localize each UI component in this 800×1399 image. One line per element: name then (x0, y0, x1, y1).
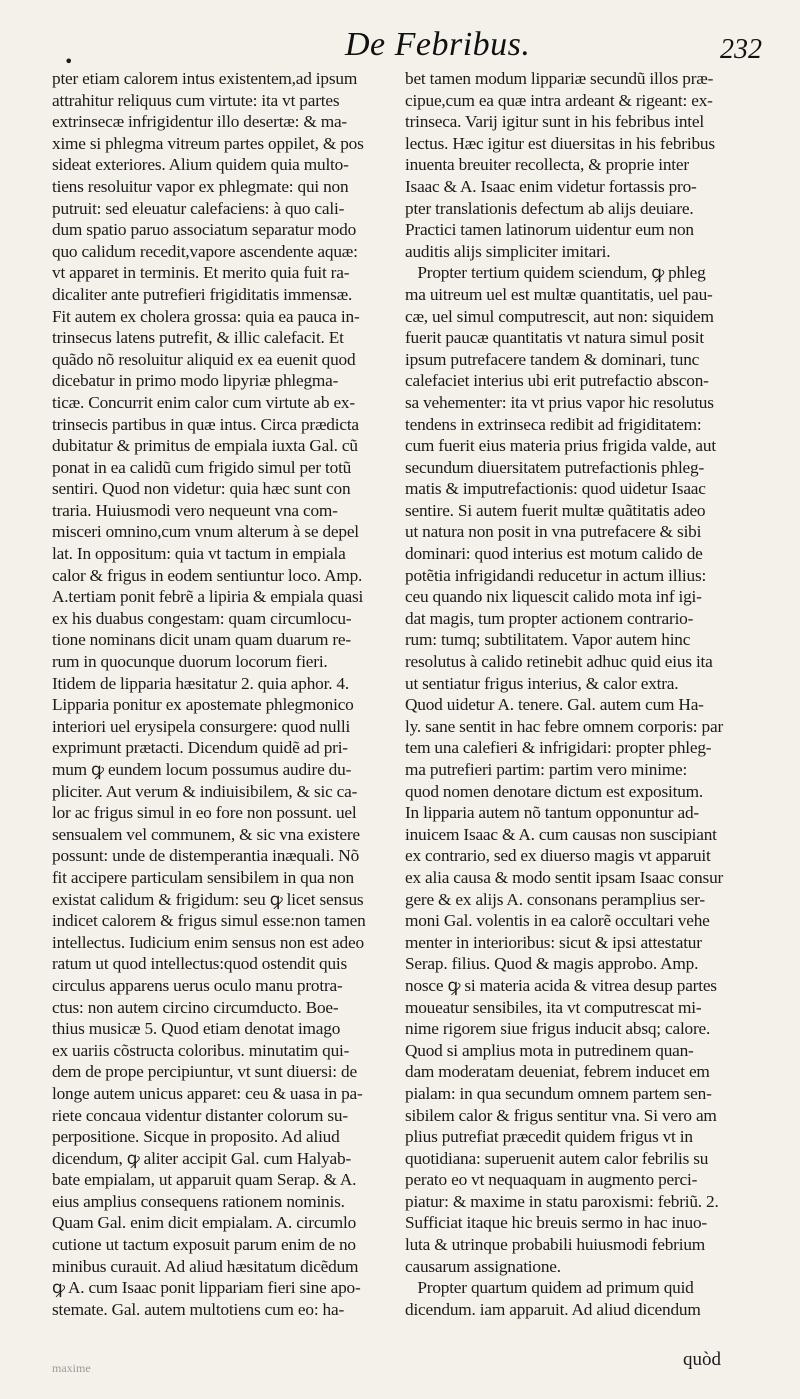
text-line: Quam Gal. enim dicit empialam. A. circumlo (52, 1213, 357, 1233)
text-line: tiens resoluitur vapor ex phlegmate: qui non (52, 176, 349, 196)
text-line: sentire. Si autem fuerit multæ quãtitatis adeo (405, 500, 706, 520)
text-line: ex uariis cõstructa coloribus. minutatim qui- (52, 1040, 350, 1060)
text-line: fit accipere particulam sensibilem in qua non (52, 867, 354, 887)
text-line: pliciter. Aut verum & indiuisibilem, & sic ca- (52, 781, 358, 801)
text-line: lor ac frigus simul in eo fore non possunt. uel (52, 803, 357, 823)
text-line: minibus curauit. Ad aliud hæsitatum dicẽdum (52, 1256, 359, 1276)
text-line: intellectus. Iudicium enim sensus non est adeo (52, 932, 364, 952)
text-line: dicebatur in primo modo lipyriæ phlegma- (52, 371, 339, 391)
text-line: trinsecis partibus in quæ intus. Circa prædicta (52, 414, 359, 434)
text-line: interiori uel erysipela consurgere: quod nulli (52, 716, 351, 736)
text-line: bet tamen modum lippariæ secundũ illos præ- (405, 69, 714, 88)
text-line: attrahitur reliquus cum virtute: ita vt partes (52, 90, 340, 110)
text-line: sideat exteriores. Alium quidem quia multo- (52, 155, 349, 175)
text-line: Itidem de lipparia hæsitatur 2. quia aphor. 4. (52, 673, 349, 693)
text-line: sibilem calor & frigus sentitur vna. Si vero am (405, 1105, 717, 1125)
text-line: potẽtia infrigidandi reducetur in actum illius: (405, 565, 707, 585)
text-line: inuenta breuiter recollecta, & proprie inter (405, 155, 689, 175)
text-line: moueatur sensibiles, ita vt computrescat mi- (405, 997, 702, 1017)
text-line: ceu quando nix liquescit calido mota inf igi- (405, 587, 702, 607)
text-line: nosce ꝙ si materia acida & vitrea desup partes (405, 975, 717, 995)
text-line: calefaciet interius ubi erit putrefactio abscon- (405, 371, 709, 391)
left-text-column (52, 68, 397, 1320)
text-line: quãdo nõ resoluitur aliquid ex ea euenit quod (52, 349, 356, 369)
text-line: Quod si amplius mota in putredinem quan- (405, 1040, 694, 1060)
running-title: De Febribus. (345, 26, 531, 63)
text-line: ratum ut quod intellectus:quod ostendit quis (52, 954, 348, 974)
text-line: stemate. Gal. autem multotiens cum eo: ha- (52, 1299, 345, 1319)
text-line: circulus apparens uerus oculo manu protra- (52, 975, 343, 995)
ink-dot: • (64, 52, 74, 71)
text-line: ma uitreum uel est multæ quantitatis, uel pau- (405, 284, 713, 304)
right-text-column (405, 68, 790, 1320)
text-line: extrinsecæ infrigidentur illo desertæ: & ma- (52, 112, 347, 132)
text-line: sa vehementer: ita vt prius vapor hic resolutus (405, 392, 714, 412)
text-line: quotidiana: superuenit autem calor febrilis su (405, 1148, 709, 1168)
text-line: ma putrefieri partim: partim vero minime: (405, 760, 688, 779)
text-line: lectus. Hæc igitur est diuersitas in his febribus (405, 133, 715, 153)
text-line: bate empialam, ut apparuit quam Serap. & A. (52, 1170, 357, 1190)
text-line: ex his duabus congestam: quam circumlocu- (52, 608, 352, 628)
text-line: tione nominans dicit unam quam duarum re- (52, 630, 351, 650)
text-line: ticæ. Concurrit enim calor cum virtute ab ex- (52, 392, 355, 412)
page-header (0, 14, 800, 65)
text-line: putruit: sed eleuatur calefaciens: à quo cali- (52, 198, 345, 218)
text-line: calor & frigus in eodem sentiuntur loco. Amp. (52, 565, 363, 585)
text-line: quo calidum recedit,vapore ascendente aquæ: (52, 241, 358, 261)
text-line: ut natura non posit in vna putrefacere & sibi (405, 522, 702, 542)
text-line: vt apparet in terminis. Et merito quia fuit ra- (52, 263, 350, 283)
text-line: perpositione. Sicque in proposito. Ad aliud (52, 1127, 340, 1147)
text-line: existat calidum & frigidum: seu ꝙ licet sensus (52, 889, 364, 909)
text-line: trinseca. Varij igitur sunt in his febribus intel (405, 112, 704, 132)
text-line: gere & ex alijs A. consonans peramplius ser- (405, 889, 705, 909)
text-line: quod nomen denotare dictum est expositum. (405, 781, 704, 801)
text-line: ly. sane sentit in hac febre omnem corporis: par (405, 716, 723, 736)
text-line: misceri omnino,cum vnum alterum à se depel (52, 522, 359, 542)
text-line: indicet calorem & frigus simul esse:non tamen (52, 911, 366, 931)
text-line: lat. In oppositum: quia vt tactum in empiala (52, 544, 346, 564)
text-line: trinsecus latens putrefit, & illic calefacit. Et (52, 328, 344, 348)
text-line: exprimunt prætacti. Dicendum quidẽ ad pri- (52, 738, 348, 758)
text-line: fuerit paucæ quantitatis vt natura simul posit (405, 328, 704, 348)
catchword: quòd (683, 1349, 721, 1370)
text-line: dicaliter ante putrefieri frigiditatis immensæ. (52, 284, 353, 304)
text-line: In lipparia autem nõ tantum opponuntur ad- (405, 803, 699, 823)
text-line: inuicem Isaac & A. cum causas non suscipiant (405, 824, 717, 844)
text-line: ponat in ea calidũ cum frigido simul per totũ (52, 457, 352, 477)
text-line: xime si phlegma vitreum partes oppilet, & pos (52, 133, 364, 153)
text-line: dum spatio paruo associatum separatur modo (52, 220, 357, 240)
text-line: nime rigorem siue frigus inducit absq; calore. (405, 1019, 711, 1039)
text-line: pter etiam calorem intus existentem,ad ipsum (52, 69, 358, 88)
text-line: matis & imputrefactionis: quod uidetur Isaac (405, 479, 706, 499)
text-line: tem una calefieri & infrigidari: propter phleg- (405, 738, 712, 758)
text-line: cutione ut tactum exposuit parum enim de no (52, 1235, 356, 1255)
text-line: Propter quartum quidem ad primum quid (405, 1278, 694, 1298)
text-line: dubitatur & primitus de empiala iuxta Gal. cũ (52, 436, 358, 456)
text-line: cum fuerit eius materia prius frigida valde, aut (405, 436, 716, 456)
text-line: traria. Huiusmodi vero nequeunt vna com- (52, 500, 338, 520)
text-line: luta & utrinque probabili huiusmodi febrium (405, 1235, 706, 1255)
text-line: Propter tertium quidem sciendum, ꝙ phleg (405, 263, 706, 283)
text-line: possunt: unde de distemperantia inæquali. Nõ (52, 846, 360, 866)
text-line: Lipparia ponitur ex apostemate phlegmonico (52, 695, 354, 715)
text-line: sentiri. Quod non videtur: quia hæc sunt con (52, 479, 351, 499)
text-line: perato eo vt nequaquam in augmento perci- (405, 1170, 698, 1190)
text-line: cipue,cum ea quæ intra ardeant & rigeant: ex- (405, 90, 713, 110)
text-line: dem de prope percipiuntur, vt sunt diuersi: de (52, 1062, 357, 1082)
text-line: eius amplius consequens rationem nominis. (52, 1191, 345, 1211)
text-line: ut sentiatur frigus interius, & calor extra. (405, 673, 679, 693)
text-line: dat magis, tum propter actionem contrario- (405, 608, 694, 628)
text-line: Practici tamen latinorum uidentur eum non (405, 220, 694, 240)
text-line: ctus: non autem circino circumducto. Boe- (52, 997, 339, 1017)
text-line: dicendum, ꝙ aliter accipit Gal. cum Halyab- (52, 1148, 352, 1168)
text-line: riete concaua videntur distanter colorum su- (52, 1105, 348, 1125)
text-line: resolutus à calido retinebit adhuc quid eius ita (405, 652, 713, 672)
bleed-through-text: maxime (52, 1361, 91, 1375)
text-line: ex alia causa & modo sentit ipsam Isaac consur (405, 867, 724, 887)
text-line: rum: tumq; subtilitatem. Vapor autem hinc (405, 630, 691, 650)
text-line: menter in interioribus: sicut & ipsi attestatur (405, 932, 702, 952)
text-line: auditis alijs simpliciter imitari. (405, 241, 611, 261)
text-line: Serap. filius. Quod & magis approbo. Amp. (405, 954, 699, 974)
text-line: pter translationis defectum ab alijs deuiare. (405, 198, 694, 218)
text-line: moni Gal. volentis in ea calorẽ occultari vehe (405, 911, 710, 931)
text-line: dicendum. iam apparuit. Ad aliud dicendum (405, 1299, 701, 1319)
text-line: causarum assignatione. (405, 1256, 561, 1276)
text-line: tendens in extrinseca redibit ad frigiditatem: (405, 414, 702, 434)
text-line: dam moderatam deueniat, febrem inducet em (405, 1062, 710, 1082)
text-line: ipsum putrefacere tandem & dominari, tunc (405, 349, 700, 369)
text-line: A.tertiam ponit febrẽ a lipiria & empiala quasi (52, 587, 364, 607)
text-line: ex contrario, sed ex diuerso magis vt apparuit (405, 846, 711, 866)
text-line: rum in quocunque duorum locorum fieri. (52, 652, 328, 672)
text-line: Sufficiat itaque hic breuis sermo in hac inuo- (405, 1213, 707, 1233)
text-line: sensualem vel communem, & sic vna existere (52, 824, 360, 844)
text-line: thius musicæ 5. Quod etiam denotat imago (52, 1019, 341, 1039)
text-line: ꝙ A. cum Isaac ponit lippariam fieri sine apo- (52, 1278, 361, 1298)
page-number: 232 (720, 34, 762, 65)
text-line: cæ, uel simul computrescit, aut non: siquidem (405, 306, 714, 326)
text-line: plius putrefiat præcedit quidem frigus vt in (405, 1127, 693, 1147)
text-line: longe autem unicus apparet: ceu & uasa in pa- (52, 1083, 363, 1103)
text-line: dominari: quod interius est motum calido de (405, 544, 703, 564)
text-line: secundum diuersitatem putrefactionis phleg- (405, 457, 705, 477)
text-line: Fit autem ex cholera grossa: quia ea pauca in- (52, 306, 360, 326)
text-line: Quod uidetur A. tenere. Gal. autem cum Ha- (405, 695, 704, 715)
text-line: piatur: & maxime in statu paroxismi: febriũ. 2. (405, 1191, 719, 1211)
text-line: mum ꝙ eundem locum possumus audire du- (52, 760, 352, 779)
text-line: Isaac & A. Isaac enim videtur fortassis pro- (405, 176, 697, 196)
text-line: pialam: in qua secundum omnem partem sen- (405, 1083, 712, 1103)
